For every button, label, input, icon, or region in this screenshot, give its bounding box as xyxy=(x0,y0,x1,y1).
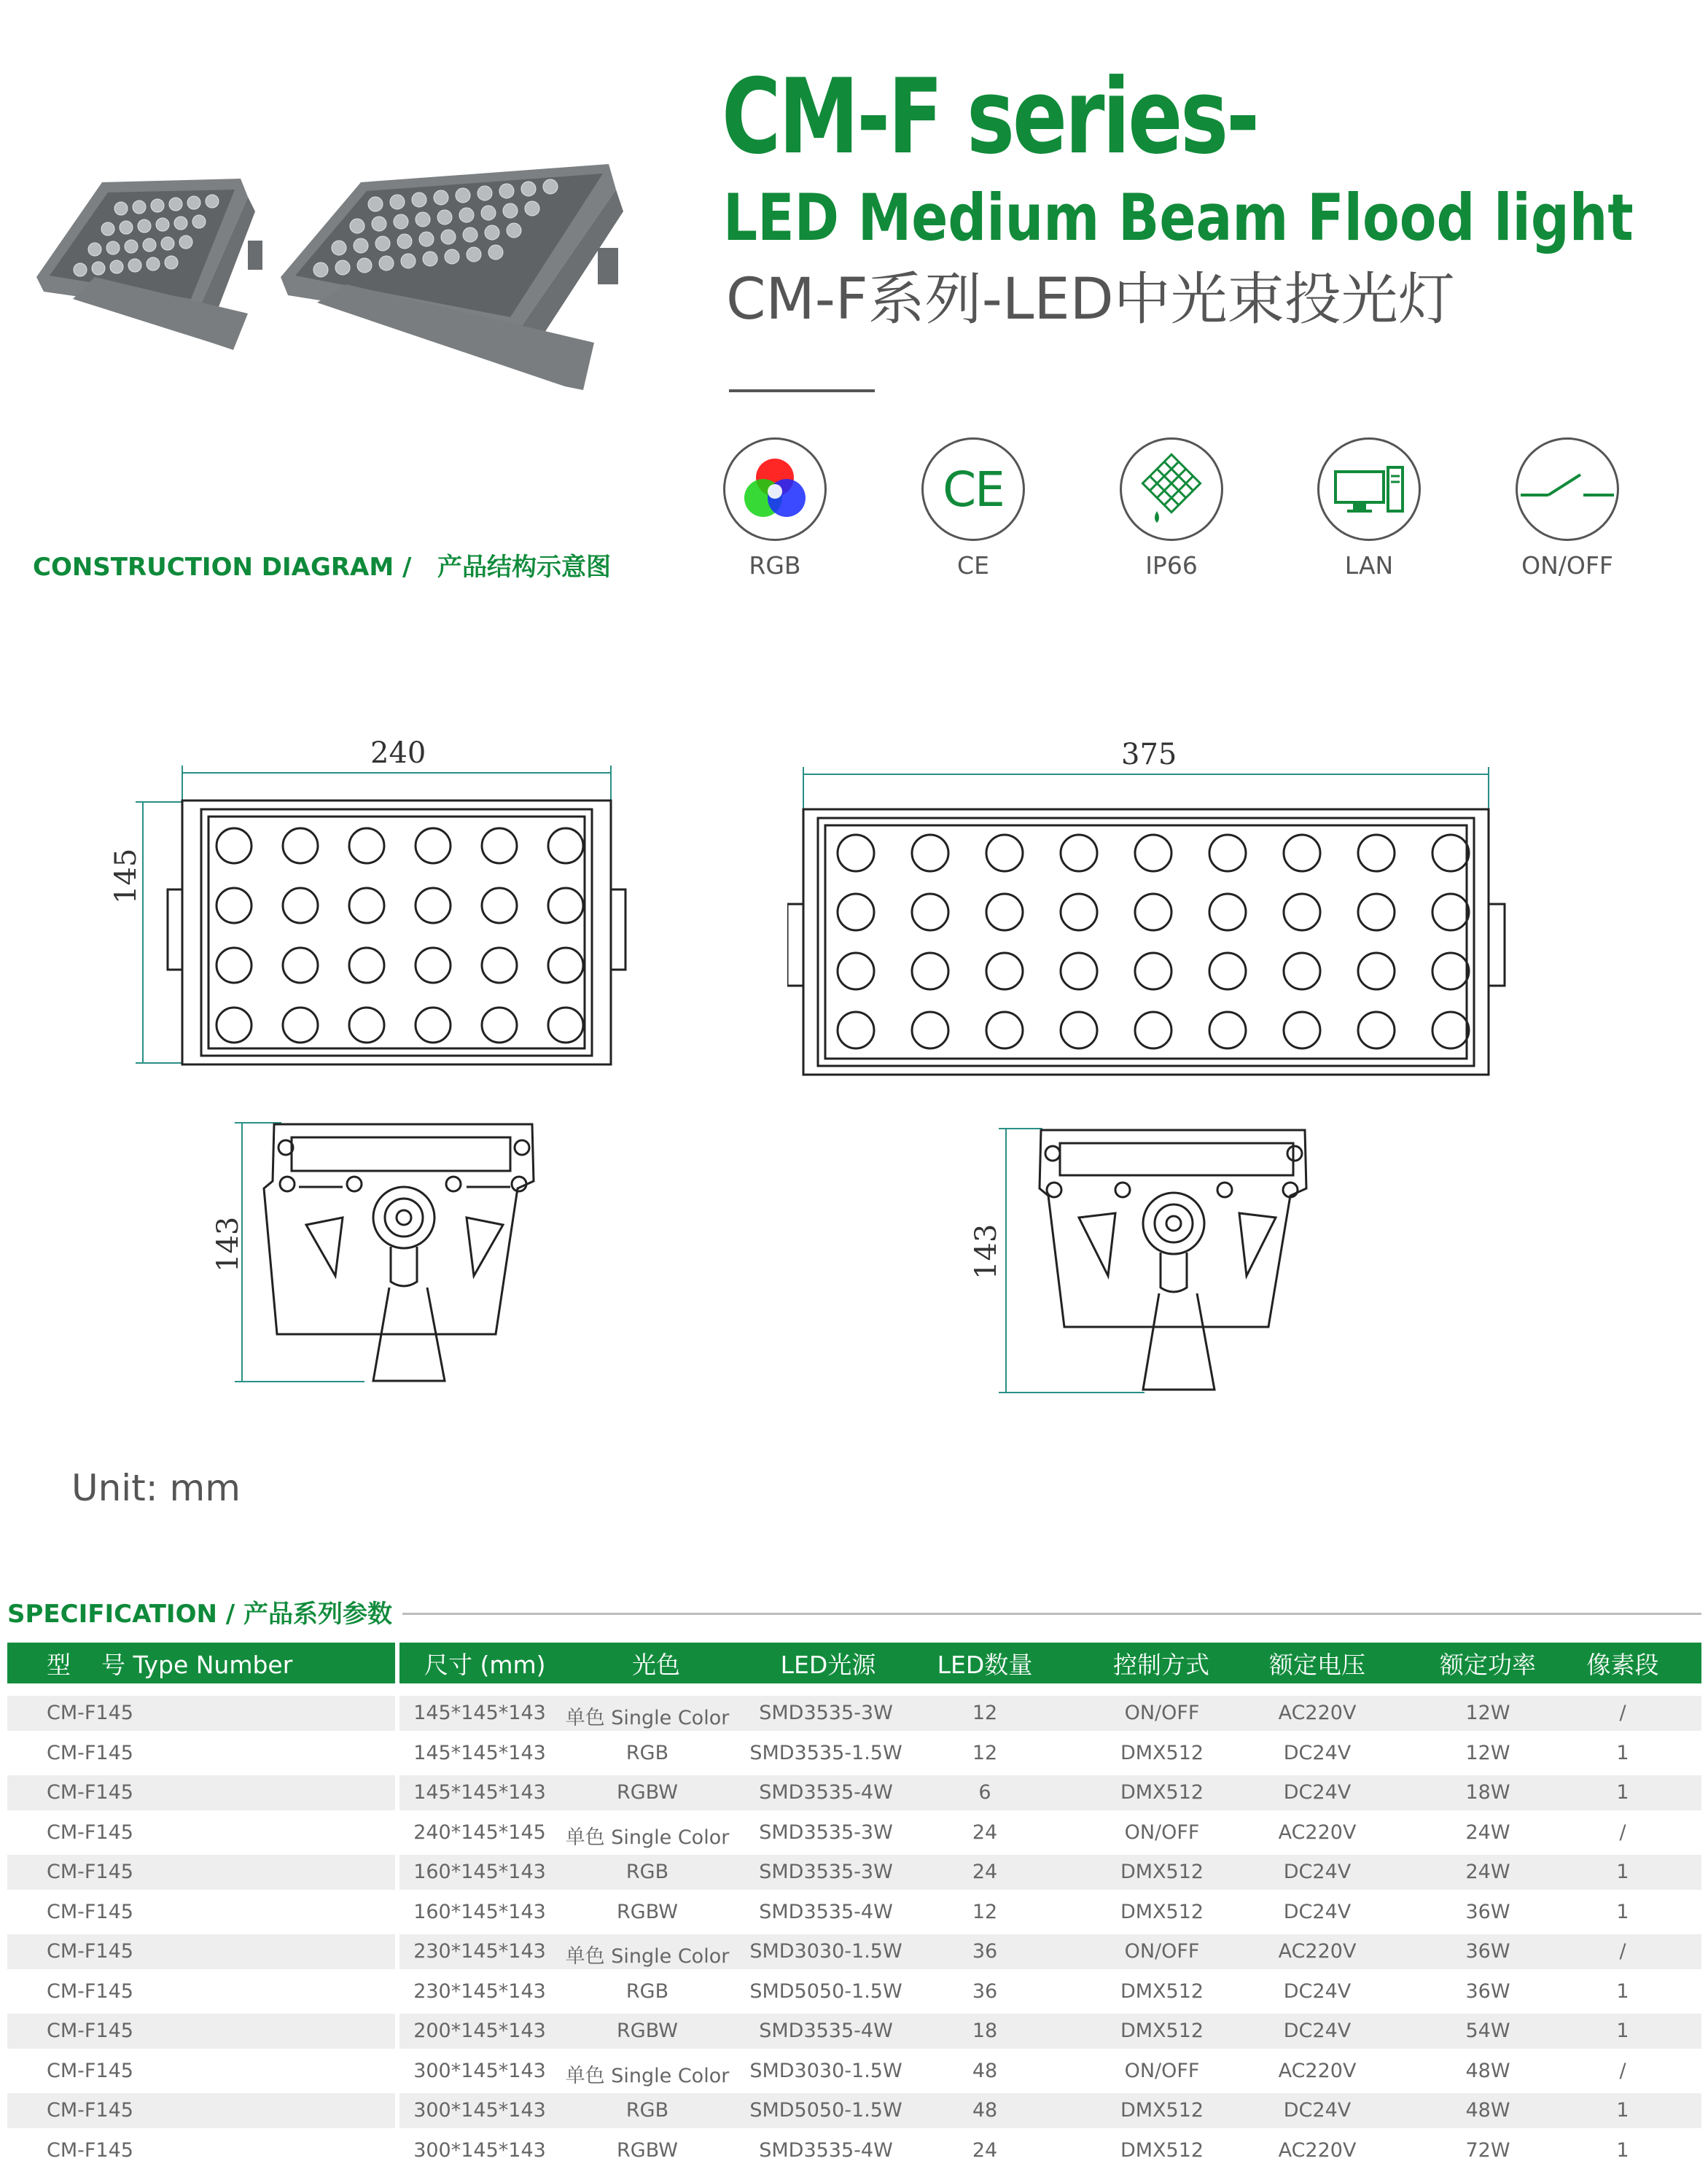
table-row xyxy=(0,2133,1708,2168)
ce-mark-icon: CE xyxy=(943,462,1004,518)
cell-source: SMD3535-4W xyxy=(759,2020,893,2042)
cell-pixel: 1 xyxy=(1616,1781,1629,1804)
cell-type: CM-F145 xyxy=(47,1821,133,1844)
cell-source: SMD3535-3W xyxy=(759,1861,893,1883)
product-photo-small xyxy=(29,168,262,357)
table-row xyxy=(0,1775,1708,1810)
led-outline xyxy=(986,1012,1023,1048)
led-outline xyxy=(838,953,874,989)
led-outline xyxy=(1432,894,1469,930)
cell-type: CM-F145 xyxy=(47,1702,133,1724)
cell-qty: 24 xyxy=(972,1821,998,1844)
cell-power: 12W xyxy=(1465,1702,1510,1724)
cell-control: ON/OFF xyxy=(1124,1702,1200,1724)
cell-voltage: DC24V xyxy=(1283,1979,1352,2003)
led-outline xyxy=(1358,835,1395,871)
cell-source: SMD3535-4W xyxy=(759,1900,893,1923)
cell-voltage: DC24V xyxy=(1283,2099,1352,2122)
led-outline xyxy=(1284,953,1320,989)
cell-size: 240*145*145 xyxy=(413,1821,546,1844)
cell-control: DMX512 xyxy=(1120,2099,1204,2122)
cell-control: ON/OFF xyxy=(1124,1821,1200,1844)
cell-power: 12W xyxy=(1465,1741,1510,1764)
cell-control: DMX512 xyxy=(1120,2138,1204,2162)
spec-divider xyxy=(402,1613,1701,1615)
led-outline xyxy=(1061,1012,1097,1048)
cell-power: 48W xyxy=(1465,2099,1510,2122)
cell-power: 36W xyxy=(1465,1940,1510,1963)
table-row xyxy=(0,2054,1708,2089)
led-outline xyxy=(416,828,451,863)
cell-control: ON/OFF xyxy=(1124,1940,1200,1963)
led-outline xyxy=(1432,835,1469,871)
led-outline xyxy=(548,888,583,923)
side-drawing-small xyxy=(219,1108,554,1393)
led-outline xyxy=(482,828,517,863)
led-outline xyxy=(1209,835,1246,871)
cell-color: RGB xyxy=(625,1741,669,1764)
cell-control: DMX512 xyxy=(1120,1741,1204,1764)
cell-power: 24W xyxy=(1465,1861,1510,1883)
spec-heading: SPECIFICATION / 产品系列参数 xyxy=(7,1600,393,1629)
cell-pixel: 1 xyxy=(1616,2099,1629,2122)
cell-qty: 24 xyxy=(972,2138,998,2162)
cell-color: RGBW xyxy=(617,2020,678,2042)
cell-qty: 18 xyxy=(972,2020,998,2042)
th-color: 光色 xyxy=(632,1651,680,1679)
led-outline xyxy=(1061,953,1097,989)
cell-control: DMX512 xyxy=(1120,2020,1204,2042)
cell-source: SMD3535-1.5W xyxy=(749,1741,902,1764)
led-outline xyxy=(986,953,1023,989)
switch-icon xyxy=(1518,440,1617,539)
th-qty: LED数量 xyxy=(937,1651,1033,1679)
led-outline xyxy=(482,888,517,923)
title-divider xyxy=(729,389,875,392)
side-drawing-large xyxy=(999,1115,1334,1400)
feature-label: ON/OFF xyxy=(1521,551,1613,580)
led-outline xyxy=(416,1008,451,1043)
cell-control: ON/OFF xyxy=(1124,2059,1200,2082)
led-outline xyxy=(283,888,318,923)
led-outline xyxy=(217,948,251,983)
led-outline xyxy=(912,894,948,930)
led-outline xyxy=(283,948,318,983)
cell-size: 145*145*143 xyxy=(413,1741,546,1764)
led-outline xyxy=(548,948,583,983)
th-power: 额定功率 xyxy=(1440,1651,1536,1679)
led-outline xyxy=(1358,953,1395,989)
led-outline xyxy=(1209,1012,1246,1048)
cell-power: 18W xyxy=(1465,1781,1510,1804)
cell-type: CM-F145 xyxy=(47,1741,133,1764)
led-outline xyxy=(1209,894,1246,930)
dimension-large-width: 375 xyxy=(1121,738,1177,771)
cell-color: 单色 Single Color xyxy=(565,2064,730,2087)
dimension-front-height: 145 xyxy=(109,848,143,904)
cell-size: 300*145*143 xyxy=(413,2059,546,2082)
construction-heading: CONSTRUCTION DIAGRAM / 产品结构示意图 xyxy=(33,553,611,582)
cell-source: SMD3535-4W xyxy=(759,1781,893,1804)
cell-type: CM-F145 xyxy=(47,2020,133,2042)
feature-label: RGB xyxy=(749,551,801,580)
table-row xyxy=(0,1855,1708,1890)
led-outline xyxy=(912,835,948,871)
table-row xyxy=(0,1696,1708,1731)
cell-voltage: DC24V xyxy=(1283,1741,1352,1764)
led-outline xyxy=(986,894,1023,930)
waterproof-icon xyxy=(1122,440,1221,539)
cell-power: 54W xyxy=(1465,2020,1510,2042)
cell-control: DMX512 xyxy=(1120,1861,1204,1883)
cell-power: 24W xyxy=(1465,1821,1510,1844)
feature-ce xyxy=(911,437,1035,580)
cell-source: SMD3030-1.5W xyxy=(749,1940,902,1963)
cell-qty: 48 xyxy=(972,2099,998,2122)
cell-source: SMD5050-1.5W xyxy=(749,2099,902,2122)
led-outline xyxy=(416,948,451,983)
front-drawing-large xyxy=(787,736,1516,1086)
cell-size: 145*145*143 xyxy=(413,1702,546,1724)
th-control: 控制方式 xyxy=(1113,1651,1209,1679)
led-outline xyxy=(838,894,874,930)
cell-qty: 6 xyxy=(978,1781,991,1804)
cell-pixel: 1 xyxy=(1616,2020,1629,2042)
cell-pixel: 1 xyxy=(1616,2138,1629,2162)
cell-voltage: AC220V xyxy=(1278,2138,1357,2162)
product-subtitle: LED Medium Beam Flood light xyxy=(723,180,1634,255)
led-outline xyxy=(838,1012,874,1048)
th-pixel: 像素段 xyxy=(1586,1651,1659,1679)
led-outline xyxy=(416,888,451,923)
th-source: LED光源 xyxy=(780,1651,876,1679)
led-outline xyxy=(1135,1012,1171,1048)
led-outline xyxy=(349,1008,384,1043)
cell-color: RGBW xyxy=(617,1781,678,1804)
led-outline xyxy=(1061,894,1097,930)
dimension-side-height-large: 143 xyxy=(970,1223,1003,1280)
th-type: 型 号 Type Number xyxy=(47,1651,293,1679)
cell-qty: 12 xyxy=(972,1900,998,1923)
cell-color: RGB xyxy=(625,1979,669,2003)
led-outline xyxy=(548,828,583,863)
cell-size: 300*145*143 xyxy=(413,2138,546,2162)
cell-qty: 36 xyxy=(972,1979,998,2003)
cell-control: DMX512 xyxy=(1120,1979,1204,2003)
computer-icon xyxy=(1319,440,1419,539)
cell-control: DMX512 xyxy=(1120,1781,1204,1804)
cell-voltage: DC24V xyxy=(1283,1900,1352,1923)
cell-pixel: / xyxy=(1619,1702,1626,1724)
product-title: CM-F series- xyxy=(722,57,1257,177)
cell-source: SMD5050-1.5W xyxy=(749,1979,902,2003)
led-outline xyxy=(1209,953,1246,989)
cell-size: 230*145*143 xyxy=(413,1940,546,1963)
feature-onoff xyxy=(1505,437,1629,580)
led-outline xyxy=(349,948,384,983)
cell-qty: 12 xyxy=(972,1741,998,1764)
cell-pixel: 1 xyxy=(1616,1741,1629,1764)
cell-size: 300*145*143 xyxy=(413,2099,546,2122)
led-outline xyxy=(986,835,1023,871)
led-outline xyxy=(349,828,384,863)
led-outline xyxy=(1284,835,1320,871)
cell-size: 200*145*143 xyxy=(413,2020,546,2042)
led-outline xyxy=(1432,1012,1469,1048)
led-outline xyxy=(1061,835,1097,871)
led-outline xyxy=(838,835,874,871)
cell-pixel: / xyxy=(1619,1821,1626,1844)
front-drawing-small xyxy=(109,736,634,1072)
led-outline xyxy=(1358,1012,1395,1048)
product-title-cn: CM-F系列-LED中光束投光灯 xyxy=(726,267,1455,332)
led-outline xyxy=(217,888,251,923)
feature-ip66 xyxy=(1110,437,1233,580)
cell-type: CM-F145 xyxy=(47,2059,133,2082)
cell-source: SMD3535-4W xyxy=(759,2138,893,2162)
cell-pixel: 1 xyxy=(1616,1979,1629,2003)
cell-color: RGB xyxy=(625,1861,669,1883)
led-outline xyxy=(482,948,517,983)
cell-power: 72W xyxy=(1465,2138,1510,2162)
table-row xyxy=(0,1974,1708,2009)
cell-qty: 24 xyxy=(972,1861,998,1883)
cell-type: CM-F145 xyxy=(47,1900,133,1923)
cell-color: 单色 Single Color xyxy=(565,1945,730,1968)
cell-size: 160*145*143 xyxy=(413,1900,546,1923)
cell-qty: 36 xyxy=(972,1940,998,1963)
led-outline xyxy=(349,888,384,923)
cell-power: 36W xyxy=(1465,1900,1510,1923)
cell-voltage: AC220V xyxy=(1278,1940,1357,1963)
table-row xyxy=(0,1815,1708,1850)
rgb-icon xyxy=(725,440,824,539)
cell-size: 230*145*143 xyxy=(413,1979,546,2003)
led-outline xyxy=(1135,894,1171,930)
cell-type: CM-F145 xyxy=(47,1861,133,1883)
cell-power: 48W xyxy=(1465,2059,1510,2082)
led-outline xyxy=(548,1008,583,1043)
cell-qty: 12 xyxy=(972,1702,998,1724)
cell-size: 160*145*143 xyxy=(413,1861,546,1883)
cell-source: SMD3030-1.5W xyxy=(749,2059,902,2082)
th-size: 尺寸 (mm) xyxy=(424,1651,546,1679)
table-row xyxy=(0,1736,1708,1771)
cell-qty: 48 xyxy=(972,2059,998,2082)
product-photo-large xyxy=(273,153,623,401)
cell-pixel: / xyxy=(1619,2059,1626,2082)
cell-pixel: / xyxy=(1619,1940,1626,1963)
feature-rgb xyxy=(713,437,837,580)
cell-voltage: DC24V xyxy=(1283,2020,1352,2042)
led-outline xyxy=(1432,953,1469,989)
unit-label: Unit: mm xyxy=(71,1467,241,1509)
led-outline xyxy=(912,1012,948,1048)
cell-type: CM-F145 xyxy=(47,1781,133,1804)
led-outline xyxy=(1135,953,1171,989)
led-outline xyxy=(217,1008,251,1043)
cell-voltage: DC24V xyxy=(1283,1861,1352,1883)
led-outline xyxy=(912,953,948,989)
th-voltage: 额定电压 xyxy=(1269,1651,1365,1679)
table-row xyxy=(0,2093,1708,2128)
feature-label: CE xyxy=(957,551,989,580)
cell-size: 145*145*143 xyxy=(413,1781,546,1804)
cell-pixel: 1 xyxy=(1616,1900,1629,1923)
feature-label: LAN xyxy=(1344,551,1394,580)
feature-label: IP66 xyxy=(1145,551,1198,580)
cell-control: DMX512 xyxy=(1120,1900,1204,1923)
led-outline xyxy=(217,828,251,863)
cell-voltage: DC24V xyxy=(1283,1781,1352,1804)
led-outline xyxy=(283,828,318,863)
cell-color: 单色 Single Color xyxy=(565,1707,730,1729)
cell-source: SMD3535-3W xyxy=(759,1821,893,1844)
led-outline xyxy=(1358,894,1395,930)
cell-color: RGBW xyxy=(617,1900,678,1923)
dimension-small-width: 240 xyxy=(370,736,426,770)
led-outline xyxy=(482,1008,517,1043)
cell-type: CM-F145 xyxy=(47,2099,133,2122)
table-row xyxy=(0,1934,1708,1969)
cell-type: CM-F145 xyxy=(47,2138,133,2162)
cell-power: 36W xyxy=(1465,1979,1510,2003)
dimension-side-height-small: 143 xyxy=(211,1216,245,1272)
cell-type: CM-F145 xyxy=(47,1979,133,2003)
cell-voltage: AC220V xyxy=(1278,2059,1357,2082)
led-outline xyxy=(1135,835,1171,871)
feature-lan xyxy=(1307,437,1431,580)
cell-pixel: 1 xyxy=(1616,1861,1629,1883)
cell-color: RGBW xyxy=(617,2138,678,2162)
led-outline xyxy=(1284,894,1320,930)
cell-type: CM-F145 xyxy=(47,1940,133,1963)
cell-voltage: AC220V xyxy=(1278,1821,1357,1844)
cell-color: 单色 Single Color xyxy=(565,1826,730,1849)
cell-source: SMD3535-3W xyxy=(759,1702,893,1724)
cell-voltage: AC220V xyxy=(1278,1702,1357,1724)
table-row xyxy=(0,1895,1708,1930)
cell-color: RGB xyxy=(625,2099,669,2122)
led-outline xyxy=(283,1008,318,1043)
table-row xyxy=(0,2014,1708,2049)
led-outline xyxy=(1284,1012,1320,1048)
